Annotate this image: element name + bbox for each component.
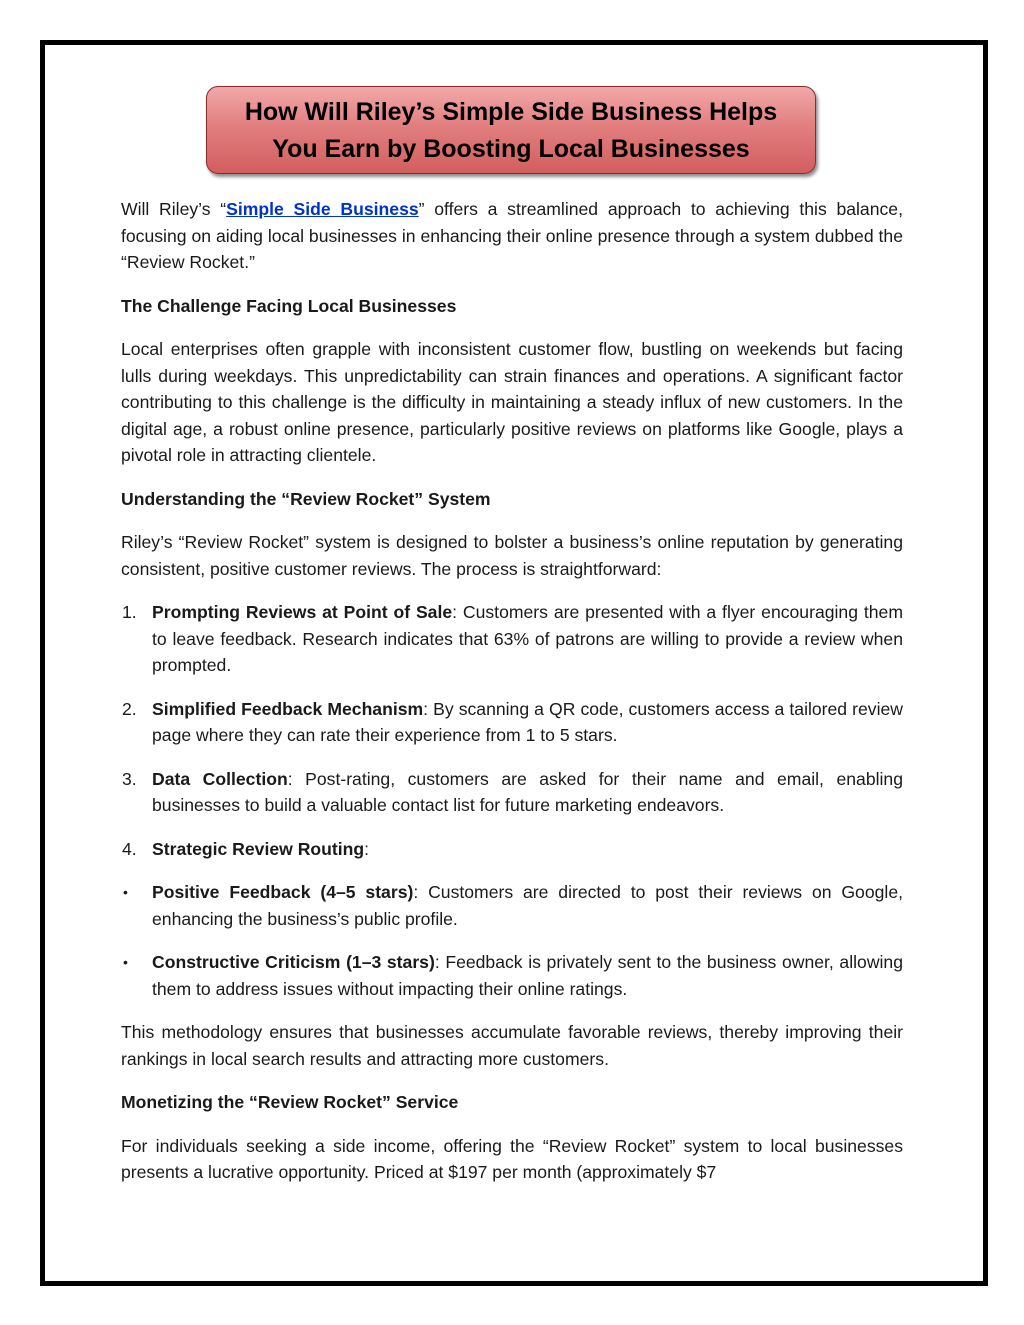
bullet-item-constructive — [121, 949, 903, 1002]
title-banner — [206, 86, 816, 174]
challenge-paragraph: Local enterprises often grapple with inconsistent customer flow, bustling on weekends but facing lulls during weekdays. This unpredictability can strain finances and operations. A significant factor contributing to this challenge is the difficulty in maintaining a steady influx of new customers. In the digital age, a robust online presence, particularly positive reviews on platforms like Google, plays a pivotal role in attracting clientele. — [121, 339, 903, 465]
bullet-text: : Customers are directed to post their reviews on Google, enhancing the business’s public profile. — [152, 882, 903, 929]
bullet-item-positive — [121, 879, 903, 932]
step-text: : Customers are presented with a flyer encouraging them to leave feedback. Research indicates that 63% of patrons are willing to provide a review when prompted. — [152, 602, 903, 675]
title-line-2: You Earn by Boosting Local Businesses — [272, 135, 750, 163]
intro-text-start: Will Riley’s “ — [121, 199, 227, 219]
title-line-1: How Will Riley’s Simple Side Business Helps — [244, 98, 778, 126]
step-label: Simplified Feedback Mechanism — [152, 698, 424, 719]
bullet-icon: • — [123, 884, 128, 900]
intro-text-end: ” offers a streamlined approach to achieving this balance, focusing on aiding local businesses in enhancing their online presence through a system dubbed the “Review Rocket.” — [121, 199, 903, 272]
step-text: : Post-rating, customers are asked for their name and email, enabling businesses to build a valuable contact list for future marketing endeavors. — [152, 768, 904, 815]
simple-side-business-link[interactable]: Simple Side Business — [226, 199, 419, 219]
list-item-step-2 — [121, 696, 903, 749]
list-item-step-3 — [121, 766, 903, 819]
page-title — [245, 92, 777, 168]
bullet-text: : Feedback is privately sent to the business owner, allowing them to address issues without impacting their online ratings. — [152, 952, 903, 999]
review-rocket-paragraph: Riley’s “Review Rocket” system is designed to bolster a business’s online reputation by generating consistent, positive customer reviews. The process is straightforward: — [121, 532, 903, 579]
step-text: : By scanning a QR code, customers access a tailored review page where they can rate their experience from 1 to 5 stars. — [152, 698, 903, 745]
bullet-label: Constructive Criticism (1–3 stars) — [152, 952, 435, 972]
list-number: 4. — [122, 838, 137, 859]
monetizing-paragraph: For individuals seeking a side income, offering the “Review Rocket” system to local businesses presents a lucrative opportunity. Priced at $197 per month (approximately $7 — [121, 1135, 903, 1182]
step-label: Strategic Review Routing — [152, 838, 365, 859]
bullet-label: Positive Feedback (4–5 stars) — [152, 882, 414, 902]
heading-monetizing: Monetizing the “Review Rocket” Service — [121, 1092, 459, 1112]
step-label: Data Collection — [152, 768, 288, 789]
heading-review-rocket: Understanding the “Review Rocket” System — [121, 488, 491, 509]
list-number: 2. — [122, 698, 137, 719]
methodology-paragraph: This methodology ensures that businesses accumulate favorable reviews, thereby improving their rankings in local search results and attracting more customers. — [121, 1022, 903, 1069]
bullet-icon: • — [123, 954, 128, 970]
step-text: : — [364, 838, 370, 859]
step-label: Prompting Reviews at Point of Sale — [152, 602, 453, 622]
list-number: 1. — [122, 602, 137, 622]
article-body — [121, 196, 903, 1186]
list-item-step-4 — [121, 836, 903, 863]
heading-challenge: The Challenge Facing Local Businesses — [121, 295, 457, 316]
intro-paragraph — [121, 196, 903, 276]
list-item-step-1 — [121, 599, 903, 679]
list-number: 3. — [122, 768, 137, 789]
